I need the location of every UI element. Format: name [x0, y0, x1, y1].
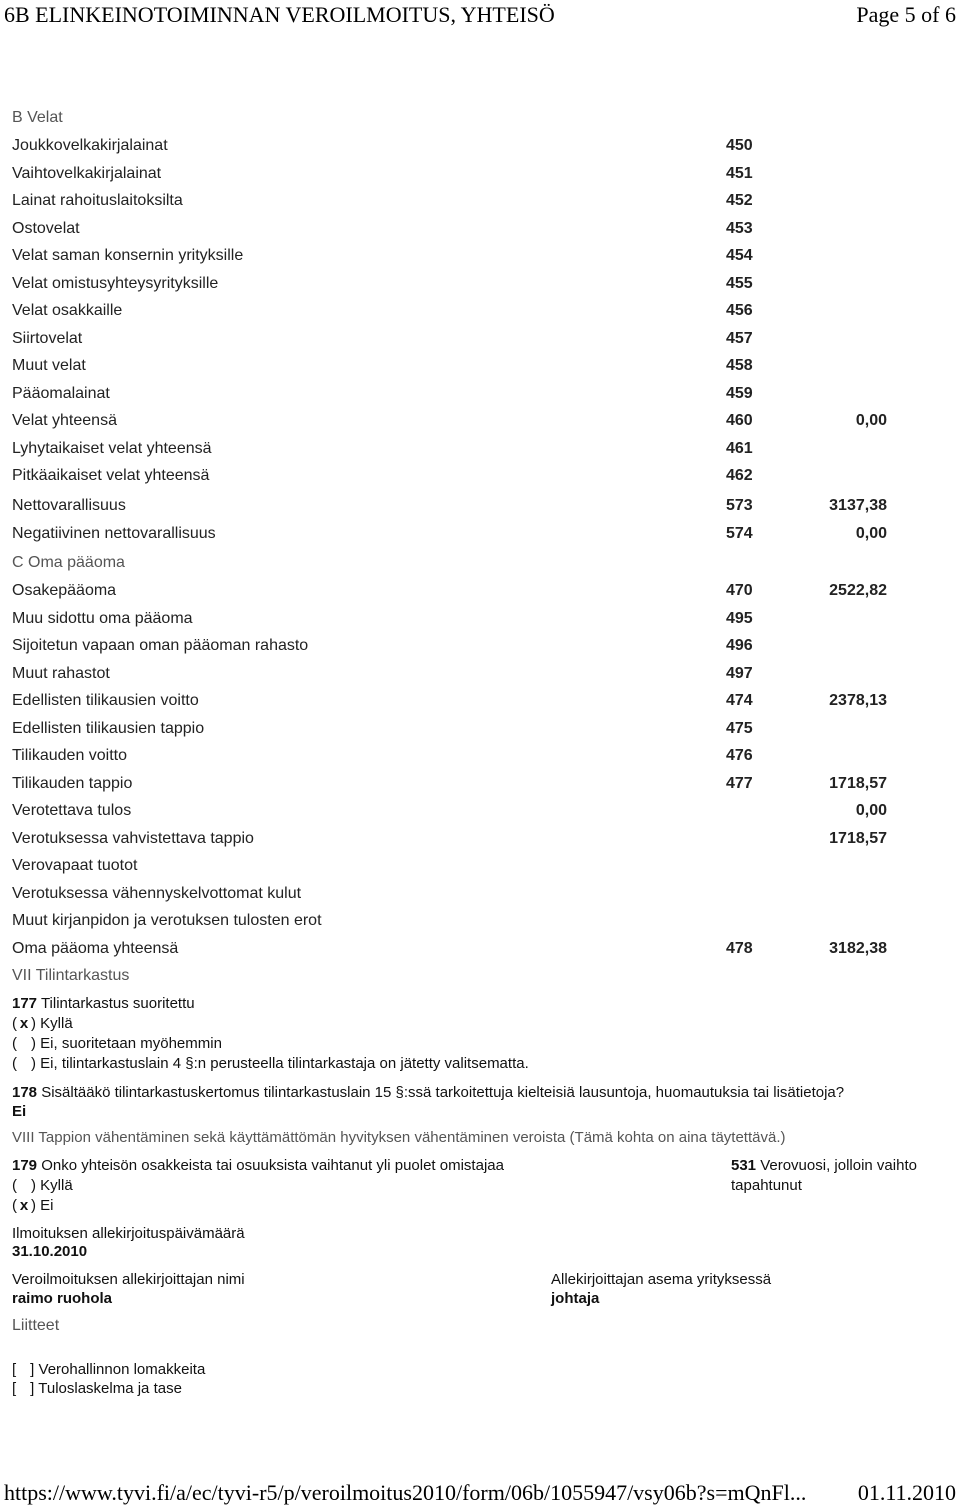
option-label: Kyllä	[40, 1177, 73, 1194]
section-title-velat: B Velat	[12, 109, 63, 126]
date-label: Ilmoituksen allekirjoituspäivämäärä	[12, 1225, 245, 1242]
section-title-tappion-vahentaminen: VIII Tappion vähentäminen sekä käyttämättömän hyvityksen vähentäminen veroista (Tämä kohta on aina täytettävä.)	[12, 1129, 786, 1146]
table-row	[0, 220, 960, 242]
row-label: Lainat rahoituslaitoksilta	[12, 192, 183, 209]
question-text: Tilintarkastus suoritettu	[40, 995, 195, 1012]
row-label: Ostovelat	[12, 219, 80, 237]
option-mark: x	[19, 1015, 29, 1032]
row-value: 2522,82	[829, 582, 887, 599]
footer-url: https://www.tyvi.fi/a/ec/tyvi-r5/p/veroilmoitus2010/form/06b/1055947/vsy06b?s=mQnFl...	[4, 1480, 807, 1505]
attachment-label: Tuloslaskelma ja tase	[38, 1380, 182, 1397]
attachment-verohallinnon-lomakkeita[interactable]: [ ] Verohallinnon lomakkeita	[12, 1361, 206, 1378]
signer-position-label: Allekirjoittajan asema yrityksessä	[551, 1271, 772, 1288]
signer-position-value: johtaja	[551, 1290, 600, 1307]
table-row	[0, 830, 960, 852]
footer-date: 01.11.2010	[857, 1480, 956, 1505]
option-label: Ei	[40, 1197, 54, 1214]
row-code: 496	[726, 637, 753, 654]
row-code: 457	[726, 329, 753, 347]
table-row	[0, 665, 960, 687]
table-row	[0, 467, 960, 489]
table-row	[0, 582, 960, 604]
row-code: 459	[726, 384, 753, 402]
row-code: 458	[726, 357, 753, 374]
table-row	[0, 330, 960, 352]
table-row	[0, 275, 960, 297]
row-code: 452	[726, 192, 753, 209]
row-code: 497	[726, 664, 753, 682]
row-label: Velat yhteensä	[12, 412, 117, 429]
row-label: Tilikauden voitto	[12, 747, 128, 764]
row-code: 478	[726, 939, 753, 957]
table-row	[0, 525, 960, 547]
row-label: Nettovarallisuus	[12, 497, 126, 514]
question-text: Onko yhteisön osakkeista tai osuuksista vaihtanut yli puolet omistajaa	[41, 1157, 504, 1174]
table-row	[0, 775, 960, 797]
table-row	[0, 357, 960, 379]
option-mark: x	[19, 1197, 29, 1214]
row-value: 1718,57	[829, 829, 887, 847]
option-label: Ei, tilintarkastuslain 4 §:n perusteella tilintarkastaja on jätetty valitsematta.	[40, 1055, 529, 1072]
row-code: 454	[726, 247, 753, 264]
question-178	[12, 1084, 844, 1101]
row-label: Muut kirjanpidon ja verotuksen tulosten erot	[12, 912, 322, 929]
table-row	[0, 302, 960, 324]
row-label: Edellisten tilikausien voitto	[12, 692, 199, 709]
row-label: Velat saman konsernin yrityksille	[12, 247, 244, 264]
question-text: Verovuosi, jolloin vaihto	[760, 1157, 917, 1174]
table-row	[0, 497, 960, 519]
option-ei[interactable]: ( x ) Ei	[12, 1197, 54, 1214]
row-code: 451	[726, 164, 753, 182]
row-label: Pääomalainat	[12, 384, 110, 402]
row-label: Verotettava tulos	[12, 802, 132, 819]
row-label: Tilikauden tappio	[12, 774, 133, 792]
row-label: Velat omistusyhteysyrityksille	[12, 274, 219, 292]
option-label: Ei, suoritetaan myöhemmin	[40, 1035, 222, 1052]
row-code: 461	[726, 439, 753, 457]
answer-178: Ei	[12, 1103, 27, 1120]
row-code: 574	[726, 524, 753, 542]
signer-name-value: raimo ruohola	[12, 1290, 113, 1307]
row-label: Lyhytaikaiset velat yhteensä	[12, 439, 212, 457]
row-code: 470	[726, 582, 753, 599]
row-code: 453	[726, 219, 753, 237]
row-code: 462	[726, 467, 753, 484]
row-value: 3182,38	[829, 939, 887, 957]
table-row	[0, 940, 960, 962]
table-row	[0, 885, 960, 907]
row-value: 1718,57	[829, 774, 887, 792]
table-row	[0, 137, 960, 159]
row-label: Muut rahastot	[12, 664, 110, 682]
table-row	[0, 247, 960, 269]
page-number: Page 5 of 6	[856, 2, 956, 27]
row-label: Negatiivinen nettovarallisuus	[12, 524, 216, 542]
signer-name-label: Veroilmoituksen allekirjoittajan nimi	[12, 1271, 245, 1288]
table-row	[0, 440, 960, 462]
row-code: 573	[726, 497, 753, 514]
row-label: Muut velat	[12, 357, 86, 374]
row-label: Verotuksessa vahvistettava tappio	[12, 829, 254, 847]
question-number: 177	[12, 995, 38, 1012]
attachment-label: Verohallinnon lomakkeita	[38, 1361, 206, 1378]
row-code: 460	[726, 412, 753, 429]
row-label: Siirtovelat	[12, 329, 83, 347]
table-row	[0, 385, 960, 407]
row-code: 475	[726, 719, 753, 737]
option-ei-valitsematta[interactable]: ( ) Ei, tilintarkastuslain 4 §:n perusteella tilintarkastaja on jätetty valitsematta.	[12, 1055, 529, 1072]
option-label: Kyllä	[40, 1015, 73, 1032]
option-ei-myohemmin[interactable]: ( ) Ei, suoritetaan myöhemmin	[12, 1035, 222, 1052]
row-value: 0,00	[855, 802, 887, 819]
row-code: 450	[726, 137, 753, 154]
page-title: 6B ELINKEINOTOIMINNAN VEROILMOITUS, YHTEISÖ	[4, 2, 555, 27]
row-label: Joukkovelkakirjalainat	[12, 137, 168, 154]
option-kylla[interactable]: ( x ) Kyllä	[12, 1015, 73, 1032]
question-531	[731, 1157, 917, 1174]
table-row	[0, 610, 960, 632]
row-value: 3137,38	[829, 497, 887, 514]
row-label: Muu sidottu oma pääoma	[12, 609, 193, 627]
row-code: 477	[726, 774, 753, 792]
section-title-tilintarkastus: VII Tilintarkastus	[12, 967, 130, 984]
row-label: Oma pääoma yhteensä	[12, 939, 179, 957]
table-row	[0, 802, 960, 824]
row-code: 455	[726, 274, 753, 292]
row-code: 474	[726, 692, 753, 709]
row-label: Osakepääoma	[12, 582, 117, 599]
row-code: 495	[726, 609, 753, 627]
date-value: 31.10.2010	[12, 1243, 88, 1260]
section-title-liitteet: Liitteet	[12, 1317, 60, 1334]
question-number: 178	[12, 1084, 38, 1101]
table-row	[0, 857, 960, 879]
row-label: Velat osakkaille	[12, 302, 123, 319]
row-value: 0,00	[855, 524, 887, 542]
row-label: Vaihtovelkakirjalainat	[12, 164, 162, 182]
table-row	[0, 165, 960, 187]
table-row	[0, 747, 960, 769]
table-row	[0, 720, 960, 742]
row-code: 456	[726, 302, 753, 319]
question-177	[12, 995, 195, 1012]
question-number: 179	[12, 1157, 38, 1174]
row-label: Verovapaat tuotot	[12, 857, 138, 874]
question-531-continued: tapahtunut	[731, 1177, 802, 1194]
row-label: Sijoitetun vapaan oman pääoman rahasto	[12, 637, 309, 654]
row-value: 2378,13	[829, 692, 887, 709]
table-row	[0, 637, 960, 659]
section-title-oma-paaoma: C Oma pääoma	[12, 554, 125, 571]
table-row	[0, 412, 960, 434]
row-label: Pitkäaikaiset velat yhteensä	[12, 467, 210, 484]
table-row	[0, 692, 960, 714]
attachment-tuloslaskelma[interactable]: [ ] Tuloslaskelma ja tase	[12, 1380, 182, 1397]
question-text: Sisältääkö tilintarkastuskertomus tilintarkastuslain 15 §:ssä tarkoitettuja kielteisiä lausuntoja, huomautuksia tai lisätietoja?	[41, 1084, 845, 1101]
option-kylla[interactable]: ( ) Kyllä	[12, 1177, 73, 1194]
row-code: 476	[726, 747, 753, 764]
row-label: Verotuksessa vähennyskelvottomat kulut	[12, 884, 302, 902]
question-179	[12, 1157, 504, 1174]
table-row	[0, 192, 960, 214]
question-number: 531	[731, 1157, 757, 1174]
row-value: 0,00	[855, 412, 887, 429]
table-row	[0, 912, 960, 934]
row-label: Edellisten tilikausien tappio	[12, 719, 205, 737]
